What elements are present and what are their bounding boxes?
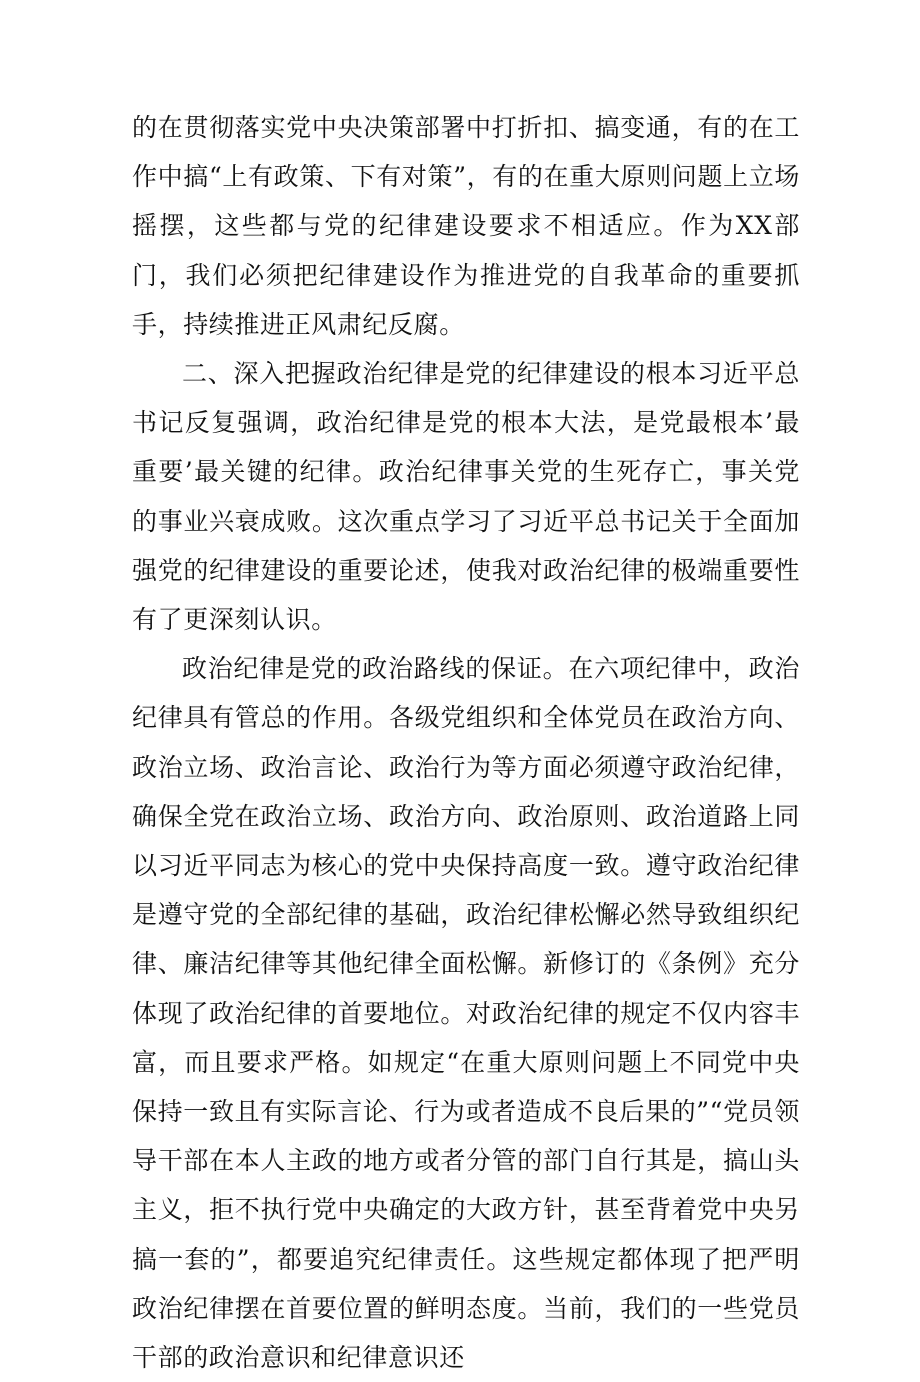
body-text bbox=[132, 103, 800, 1382]
paragraph-section-two: 二、深入把握政治纪律是党的纪律建设的根本习近平总书记反复强调，政治纪律是党的根本大法，是党最根本’最重要’最关键的纪律。政治纪律事关党的生死存亡，事关党的事业兴衰成败。这次重点学习了习近平总书记关于全面加强党的纪律建设的重要论述，使我对政治纪律的极端重要性有了更深刻认识。 bbox=[132, 359, 800, 635]
paragraph-continuation: 的在贯彻落实党中央决策部署中打折扣、搞变通，有的在工作中搞“上有政策、下有对策”，有的在重大原则问题上立场摇摆，这些都与党的纪律建设要求不相适应。作为XX部门，我们必须把纪律建设作为推进党的自我革命的重要抓手，持续推进正风肃纪反腐。 bbox=[132, 113, 800, 339]
paragraph-political-discipline: 政治纪律是党的政治路线的保证。在六项纪律中，政治纪律具有管总的作用。各级党组织和全体党员在政治方向、政治立场、政治言论、政治行为等方面必须遵守政治纪律，确保全党在政治立场、政治方向、政治原则、政治道路上同以习近平同志为核心的党中央保持高度一致。遵守政治纪律是遵守党的全部纪律的基础，政治纪律松懈必然导致组织纪律、廉洁纪律等其他纪律全面松懈。新修订的《条例》充分体现了政治纪律的首要地位。对政治纪律的规定不仅内容丰富，而且要求严格。如规定“在重大原则问题上不同党中央保持一致且有实际言论、行为或者造成不良后果的”“党员领导干部在本人主政的地方或者分管的部门自行其是，搞山头主义，拒不执行党中央确定的大政方针，甚至背着党中央另搞一套的”，都要追究纪律责任。这些规定都体现了把严明政治纪律摆在首要位置的鲜明态度。当前，我们的一些党员干部的政治意识和纪律意识还 bbox=[132, 654, 800, 1373]
